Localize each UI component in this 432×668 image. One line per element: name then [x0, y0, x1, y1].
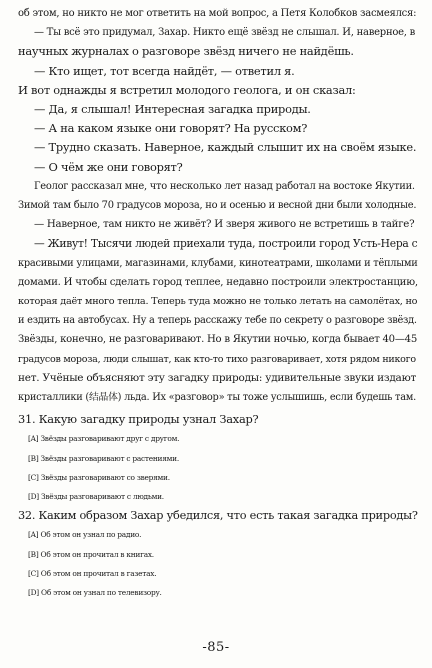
text-line: которая даёт много тепла. Теперь туда можно не только летать на самолётах, но	[18, 296, 418, 308]
text-line: — Наверное, там никто не живёт? И зверя живого не встретишь в тайге?	[34, 219, 415, 231]
text-line: — А на каком языке они говорят? На русском?	[34, 121, 308, 136]
option-31-c: [C] Звёзды разговаривают со зверями.	[28, 472, 170, 482]
text-line: — Да, я слышал! Интересная загадка природы.	[34, 102, 311, 117]
text-line: — Трудно сказать. Наверное, каждый слышит их на своём языке.	[34, 140, 417, 155]
text-line: Зимой там было 70 градусов мороза, но и осенью и весной дни были холодные.	[18, 200, 417, 212]
text-line: градусов мороза, люди слышат, как кто-то тихо разговаривает, хотя рядом никого	[18, 353, 416, 365]
text-line: об этом, но никто не мог ответить на мой вопрос, а Петя Колобков засмеялся:	[18, 8, 417, 19]
text-line: И вот однажды я встретил молодого геолога, и он сказал:	[18, 82, 356, 97]
page-number: -85-	[202, 640, 230, 655]
text-line: красивыми улицами, магазинами, клубами, кинотеатрами, школами и тёплыми	[18, 257, 418, 269]
option-31-a: [A] Звёзды разговаривают друг с другом.	[28, 434, 180, 444]
text-line: домами. И чтобы сделать город теплее, недавно построили электростанцию,	[18, 276, 418, 288]
text-line: научных журналах о разговоре звёзд ничего не найдёшь.	[18, 44, 354, 59]
option-32-c: [C] Об этом он прочитал в газетах.	[28, 568, 157, 578]
question-31: 31. Какую загадку природы узнал Захар?	[18, 412, 259, 427]
option-32-b: [B] Об этом он прочитал в книгах.	[28, 549, 154, 559]
text-line: Звёзды, конечно, не разговаривают. Но в Якутии ночью, когда бывает 40—45	[18, 334, 418, 346]
text-line: и ездить на автобусах. Ну а теперь расскажу тебе по секрету о разговоре звёзд.	[18, 315, 417, 327]
option-32-a: [A] Об этом он узнал по радио.	[28, 530, 142, 540]
text-line: Геолог рассказал мне, что несколько лет назад работал на востоке Якутии.	[34, 180, 415, 192]
text-line: — Ты всё это придумал, Захар. Никто ещё звёзд не слышал. И, наверное, в	[34, 27, 416, 39]
text-line: нет. Учёные объясняют эту загадку природы: удивительные звуки издают	[18, 371, 417, 384]
option-31-d: [D] Звёзды разговаривают с людьми.	[28, 492, 164, 502]
option-31-b: [B] Звёзды разговаривают с растениями.	[28, 453, 179, 463]
text-line: — Живут! Тысячи людей приехали туда, построили город Усть-Нера с	[34, 237, 418, 251]
text-line: — Кто ищет, тот всегда найдёт, — ответил я.	[34, 63, 295, 78]
text-line: — О чём же они говорят?	[34, 159, 183, 174]
text-line: кристаллики (结晶体) льда. Их «разговор» ты тоже услышишь, если будешь там.	[18, 392, 417, 404]
option-32-d: [D] Об этом он узнал по телевизору.	[28, 588, 162, 598]
question-32: 32. Каким образом Захар убедился, что есть такая загадка природы?	[18, 509, 418, 523]
